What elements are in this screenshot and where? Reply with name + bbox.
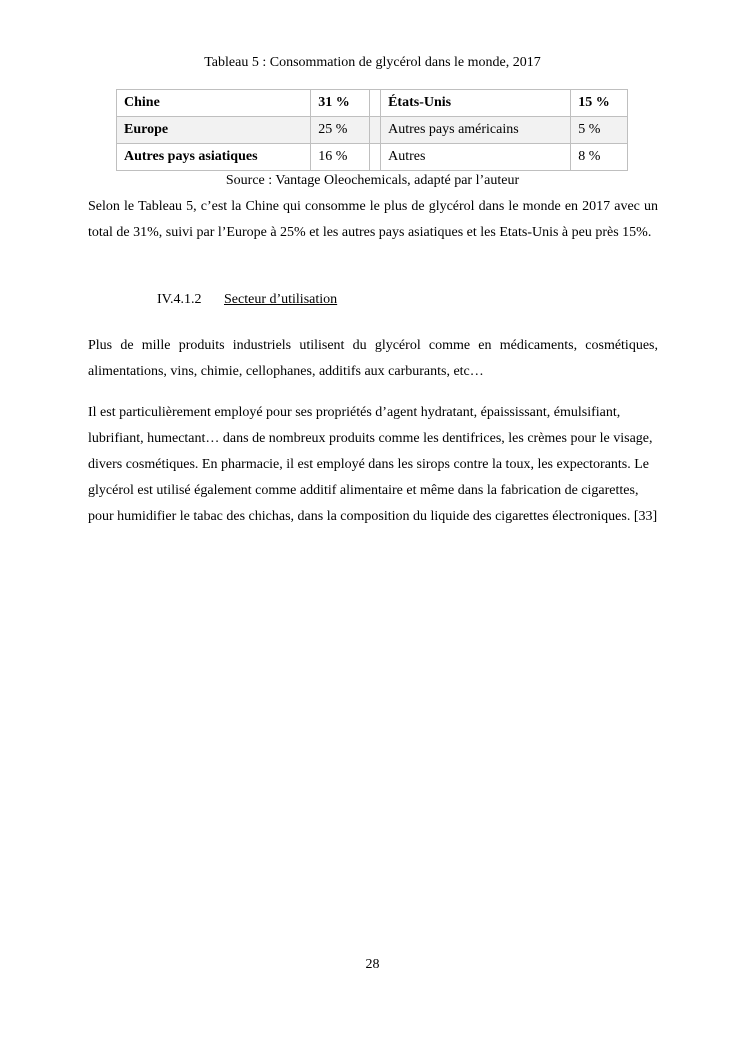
glycerol-consumption-table (116, 89, 628, 171)
spacer-cell (369, 117, 380, 144)
section-heading (157, 290, 337, 310)
section-number: IV.4.1.2 (157, 292, 202, 307)
value-cell: 25 % (311, 117, 370, 144)
body-paragraph: Plus de mille produits industriels utilisent du glycérol comme en médicaments, cosmétiques, alimentations, vins, chimie, cellophanes, additifs aux carburants, etc… (88, 338, 658, 379)
region-cell: Autres pays américains (381, 117, 571, 144)
table-source: Source : Vantage Oleochemicals, adapté par l’auteur (225, 173, 520, 188)
table-caption: Tableau 5 : Consommation de glycérol dans le monde, 2017 (204, 55, 541, 70)
spacer-cell (369, 144, 380, 171)
region-cell: Europe (117, 117, 311, 144)
body-paragraph: Selon le Tableau 5, c’est la Chine qui consomme le plus de glycérol dans le monde en 2017 avec un total de 31%, suivi par l’Europe à 25% et les autres pays asiatiques et les Etats-Unis à peu près 15%. (88, 199, 658, 240)
value-cell: 31 % (311, 90, 370, 117)
value-cell: 15 % (571, 90, 628, 117)
region-cell: États-Unis (381, 90, 571, 117)
table-row (117, 117, 628, 144)
table-row (117, 90, 628, 117)
region-cell: Autres pays asiatiques (117, 144, 311, 171)
value-cell: 8 % (571, 144, 628, 171)
page-number: 28 (365, 957, 380, 972)
body-paragraph: Il est particulièrement employé pour ses propriétés d’agent hydratant, épaississant, émulsifiant, lubrifiant, humectant… dans de nombreux produits comme les dentifrices, les crèmes pour le visage, divers cosmétiques. En pharmacie, il est employé dans les sirops contre la toux, les expectorants. Le glycérol est utilisé également comme additif alimentaire et même dans la fabrication de cigarettes, pour humidifier le tabac des chichas, dans la composition du liquide des cigarettes électroniques. [33] (88, 405, 658, 524)
region-cell: Chine (117, 90, 311, 117)
region-cell: Autres (381, 144, 571, 171)
section-title: Secteur d’utilisation (224, 292, 338, 307)
value-cell: 16 % (311, 144, 370, 171)
value-cell: 5 % (571, 117, 628, 144)
table-row (117, 144, 628, 171)
spacer-cell (369, 90, 380, 117)
